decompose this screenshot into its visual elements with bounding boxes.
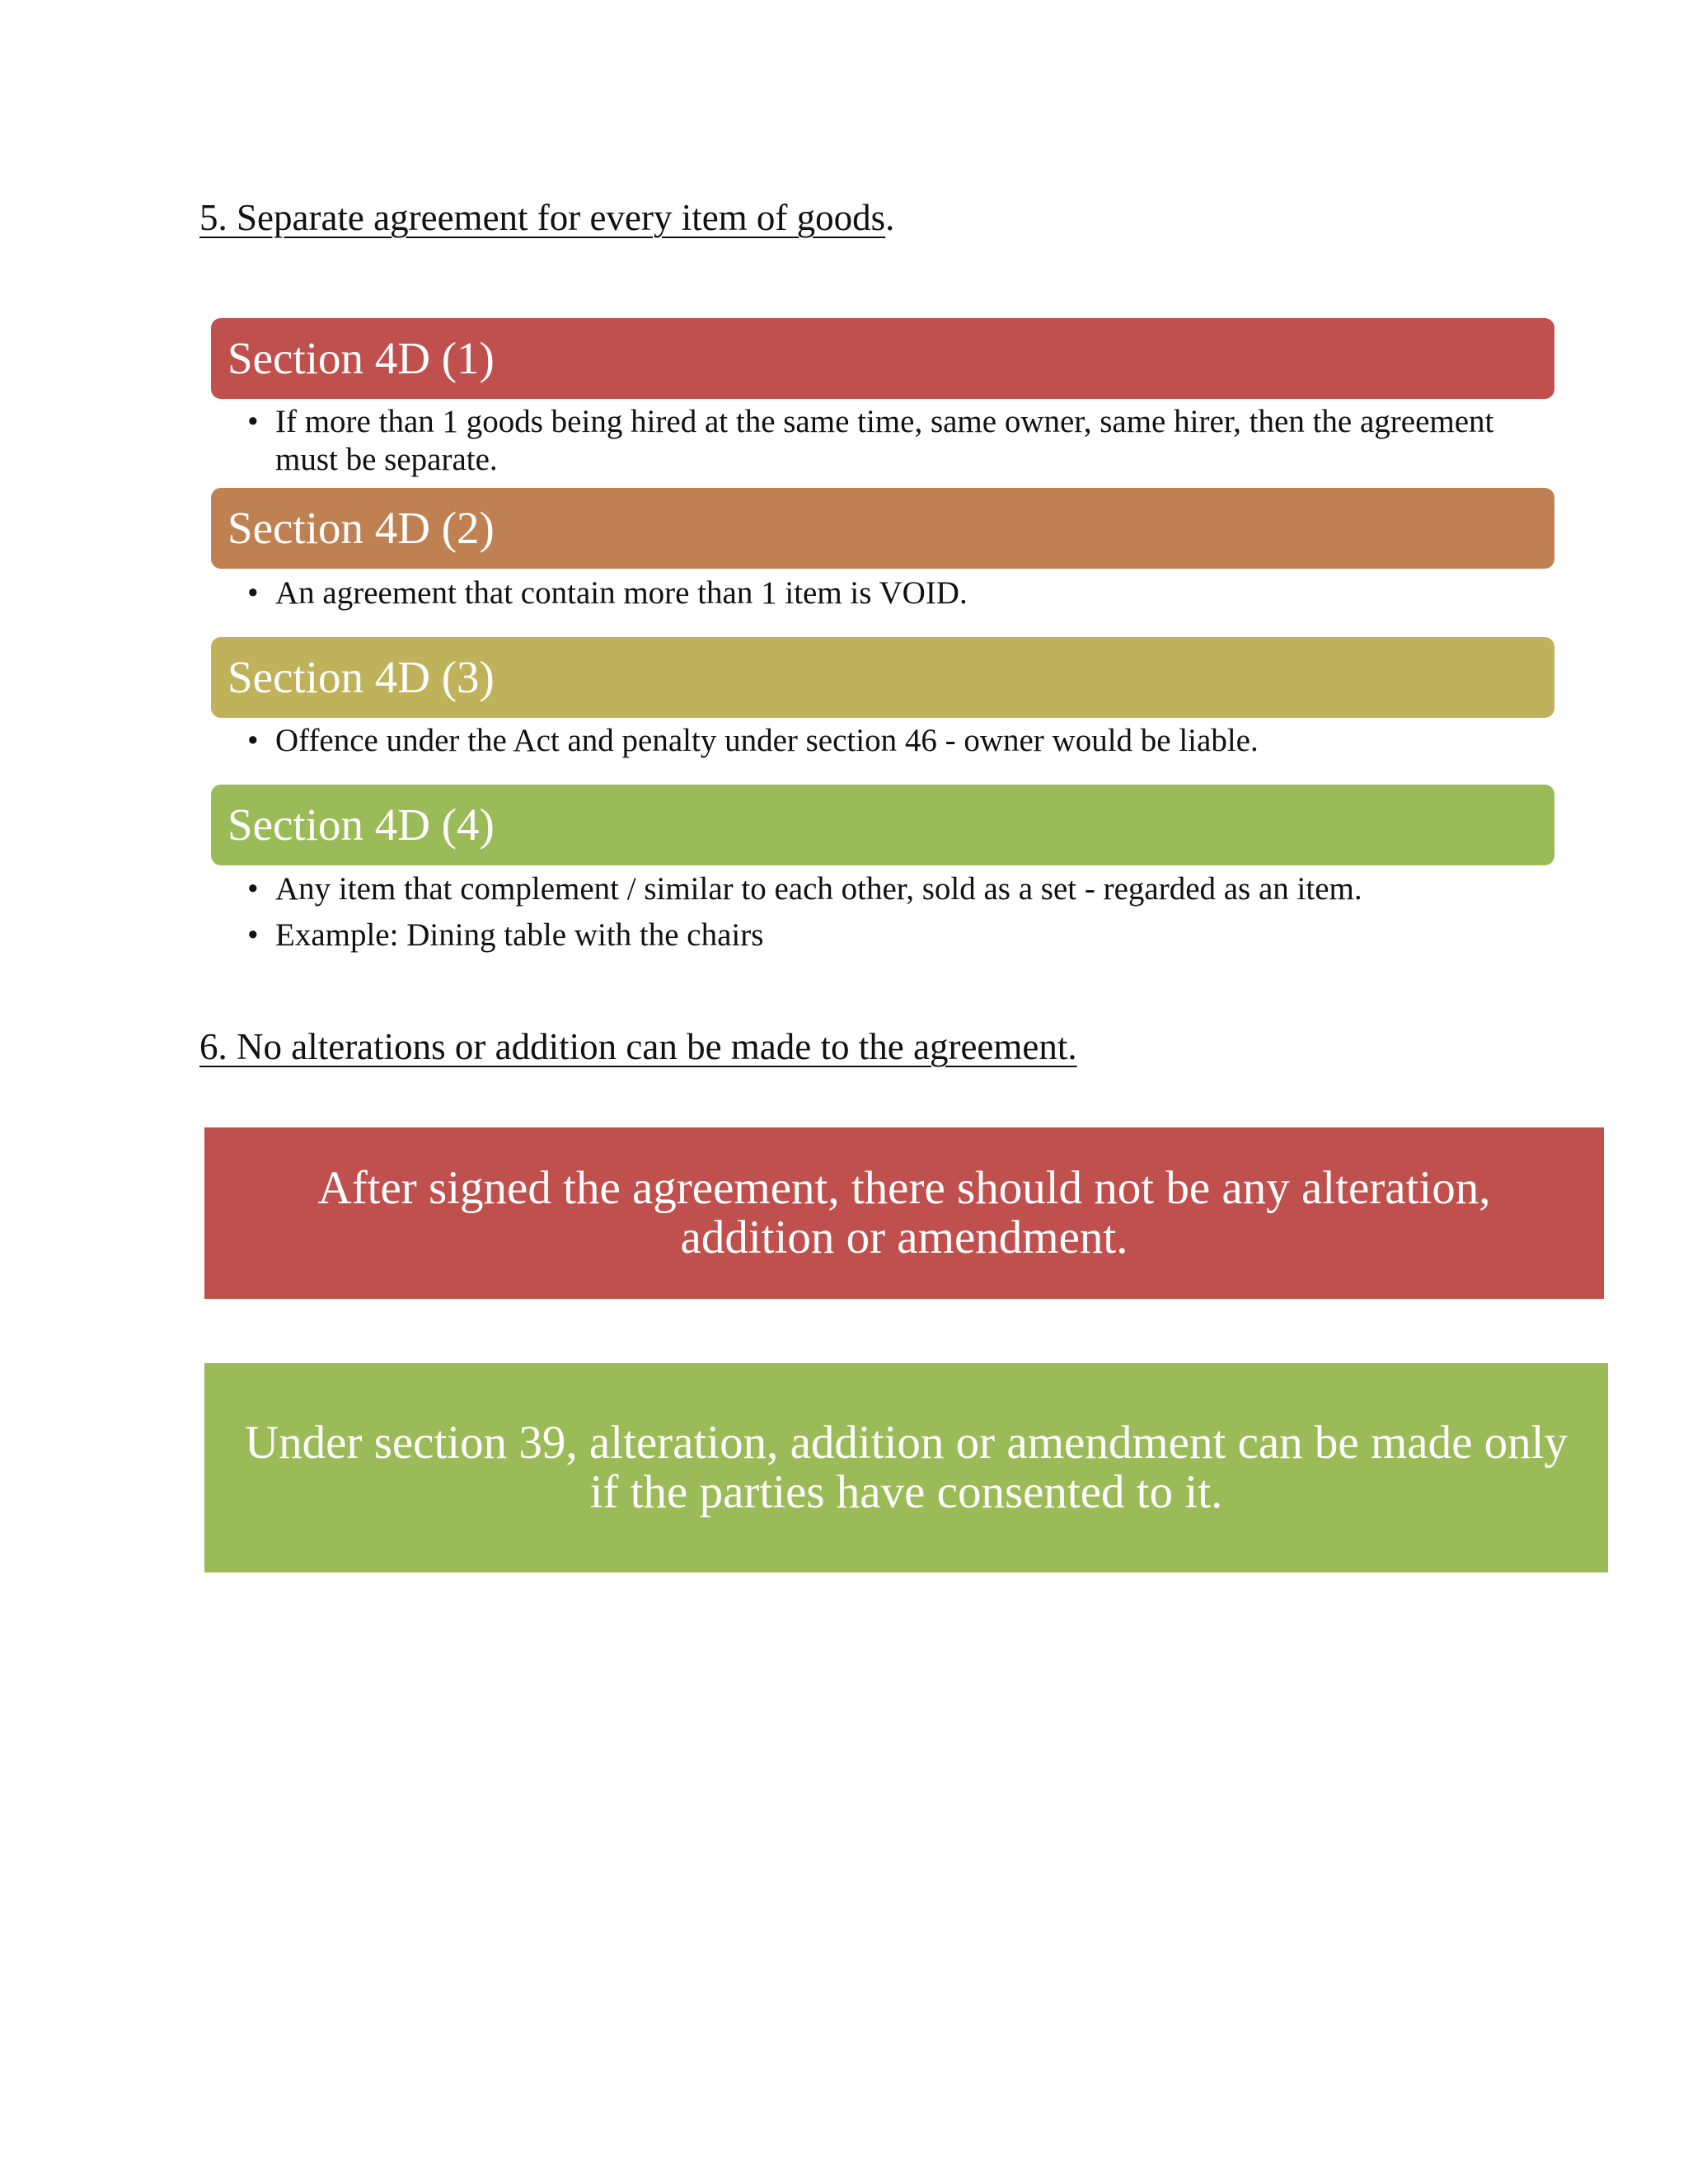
section-4d-4-bullets [247,870,1533,963]
section-6-heading [199,1024,1077,1070]
section-6-heading-text: 6. No alterations or addition can be made to the agreement. [199,1026,1077,1067]
list-item [247,403,1533,479]
callout-section-39-text: Under section 39, alteration, addition or amendment can be made only if the parties have consented to it. [245,1417,1568,1518]
section-5-heading-period: . [885,197,895,238]
list-item [247,870,1533,908]
callout-section-39 [204,1363,1608,1572]
bullet-text: Example: Dining table with the chairs [275,917,764,953]
list-item [247,916,1533,954]
list-item [247,722,1533,760]
section-5-heading [199,194,894,241]
bullet-icon: • [247,871,259,907]
section-4d-4-header: Section 4D (4) [211,785,1554,865]
section-4d-3-bullets [247,722,1533,768]
section-4d-2-header: Section 4D (2) [211,488,1554,569]
bullet-icon: • [247,575,259,611]
callout-no-alteration-text: After signed the agreement, there should not be any alteration, addition or amendment. [317,1162,1491,1263]
section-4d-1-bullets [247,403,1533,487]
list-item [247,574,1533,612]
bullet-text: Any item that complement / similar to each other, sold as a set - regarded as an item. [275,871,1362,907]
section-4d-1-header: Section 4D (1) [211,318,1554,399]
bullet-icon: • [247,917,259,953]
section-4d-2-bullets [247,574,1533,621]
bullet-text: An agreement that contain more than 1 item is VOID. [275,575,968,611]
section-5-heading-text: 5. Separate agreement for every item of goods [199,197,886,238]
section-4d-3-header: Section 4D (3) [211,637,1554,718]
bullet-text: Offence under the Act and penalty under section 46 - owner would be liable. [275,723,1259,758]
callout-no-alteration [204,1127,1604,1299]
bullet-icon: • [247,723,259,758]
bullet-icon: • [247,404,259,439]
bullet-text: If more than 1 goods being hired at the same time, same owner, same hirer, then the agreement must be separate. [275,404,1494,477]
